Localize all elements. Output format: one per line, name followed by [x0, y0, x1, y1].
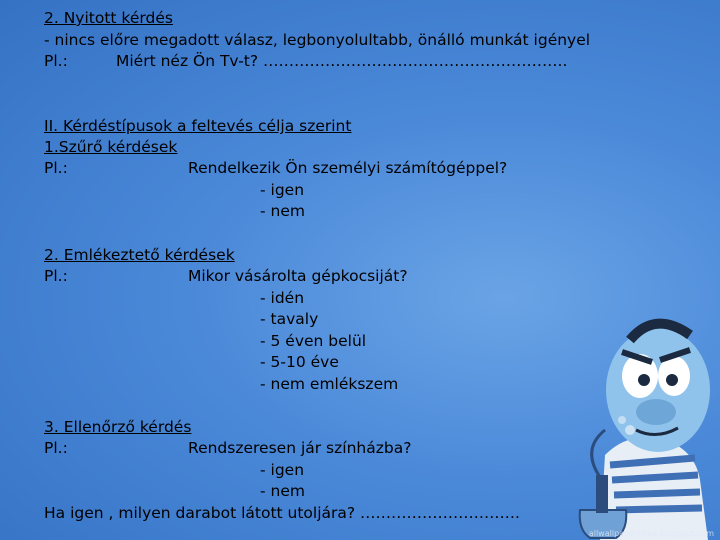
watermark: allwallpapersfree.blogspot.com — [588, 529, 714, 538]
control-option: - igen — [260, 461, 305, 479]
reminder-example-label: Pl.: — [44, 267, 68, 285]
open-question-heading: 2. Nyitott kérdés — [44, 9, 173, 27]
question-types-heading: II. Kérdéstípusok a feltevés célja szerint — [44, 117, 352, 135]
filter-example-label: Pl.: — [44, 159, 68, 177]
control-question: Rendszeresen jár színházba? — [188, 439, 412, 457]
control-option: - nem — [260, 482, 305, 500]
control-question-heading: 3. Ellenőrző kérdés — [44, 418, 192, 436]
cartoon-figure-illustration — [390, 280, 720, 540]
reminder-question: Mikor vásárolta gépkocsiját? — [188, 267, 408, 285]
reminder-option: - nem emlékszem — [260, 375, 399, 393]
reminder-questions-heading: 2. Emlékeztető kérdések — [44, 246, 235, 264]
filter-option: - nem — [260, 202, 305, 220]
control-followup: Ha igen , milyen darabot látott utoljára? …………………………. — [44, 504, 520, 522]
open-question-example: Miért néz Ön Tv-t? ………………………………………………….. — [116, 52, 568, 70]
control-example-label: Pl.: — [44, 439, 68, 457]
open-question-example-label: Pl.: — [44, 52, 68, 70]
filter-option: - igen — [260, 181, 305, 199]
open-question-description: - nincs előre megadott válasz, legbonyolultabb, önálló munkát igényel — [44, 31, 591, 49]
filter-questions-heading: 1.Szűrő kérdések — [44, 138, 178, 156]
reminder-option: - 5-10 éve — [260, 353, 339, 371]
reminder-option: - idén — [260, 289, 305, 307]
reminder-option: - tavaly — [260, 310, 319, 328]
reminder-option: - 5 éven belül — [260, 332, 367, 350]
filter-question: Rendelkezik Ön személyi számítógéppel? — [188, 159, 508, 177]
